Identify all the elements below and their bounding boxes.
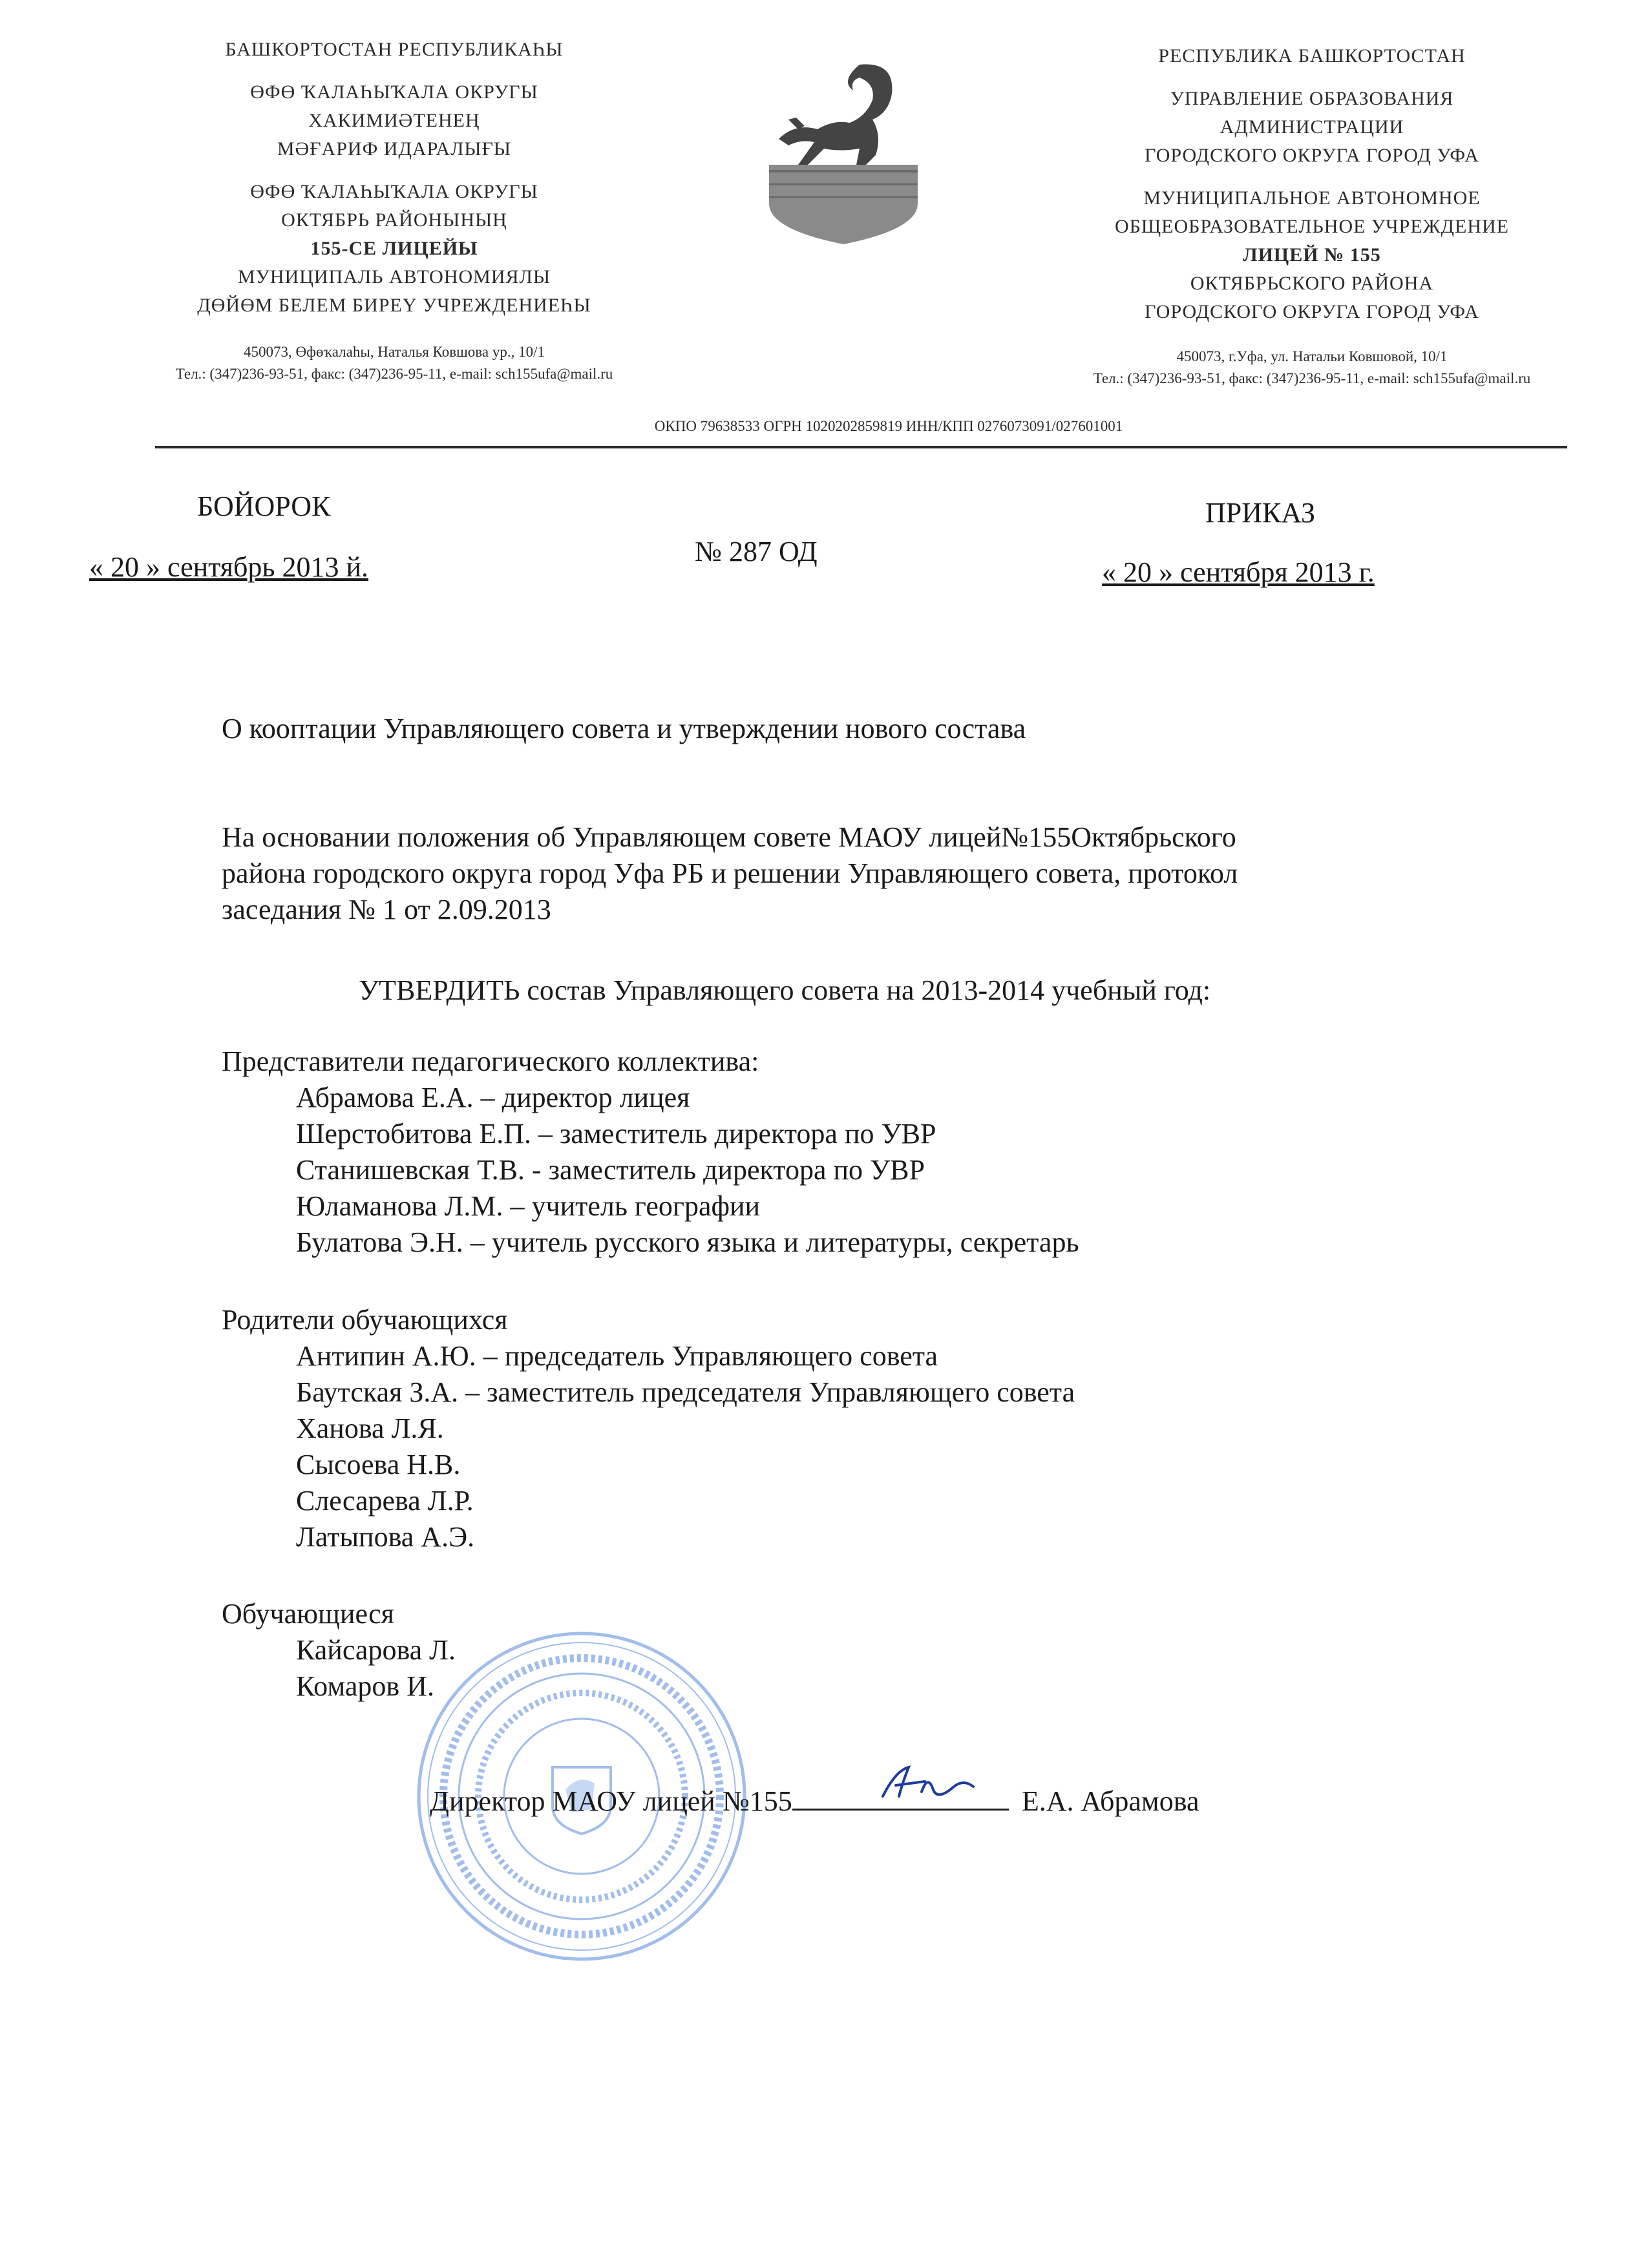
- member-item: Абрамова Е.А. – директор лицея: [296, 1082, 690, 1113]
- member-item: Станишевская Т.В. - заместитель директора по УВР: [296, 1154, 925, 1186]
- member-item: Латыпова А.Э.: [296, 1521, 475, 1553]
- member-item: Булатова Э.Н. – учитель русского языка и литературы, секретарь: [296, 1226, 1079, 1258]
- order-date-bashkir: « 20 » сентябрь 2013 й.: [89, 551, 369, 583]
- signature-line: [792, 1785, 1009, 1811]
- member-item: Комаров И.: [296, 1670, 434, 1702]
- header-left-line: ОКТЯБРЬ РАЙОНЫНЫҢ: [281, 209, 507, 231]
- header-right-line: ЛИЦЕЙ № 155: [1243, 244, 1381, 266]
- header-right-line: УПРАВЛЕНИЕ ОБРАЗОВАНИЯ: [1170, 88, 1454, 109]
- member-item: Ханова Л.Я.: [296, 1412, 444, 1444]
- order-basis: [222, 819, 1238, 928]
- header-left-line: МӘҒАРИФ ИДАРАЛЫҒЫ: [277, 138, 512, 160]
- header-left-line: БАШКОРТОСТАН РЕСПУБЛИКАҺЫ: [225, 39, 564, 60]
- header-right-line: ОКТЯБРЬСКОГО РАЙОНА: [1190, 273, 1434, 294]
- member-item: Шерстобитова Е.П. – заместитель директора по УВР: [296, 1118, 936, 1150]
- coat-of-arms-icon: [763, 58, 924, 246]
- header-divider: [155, 446, 1567, 448]
- header-left: [116, 36, 672, 320]
- coat-of-arms: [763, 58, 924, 246]
- group-teachers: [222, 1044, 1079, 1261]
- header-left-line: ӨФӨ ҠАЛАҺЫҠАЛА ОКРУГЫ: [250, 81, 538, 103]
- header-left-line: 155-СЕ ЛИЦЕЙЫ: [310, 238, 478, 259]
- member-item: Юламанова Л.М. – учитель географии: [296, 1190, 761, 1222]
- order-number: № 287 ОД: [695, 536, 818, 567]
- header-right-line: АДМИНИСТРАЦИИ: [1220, 116, 1404, 138]
- basis-line: заседания № 1 от 2.09.2013: [222, 894, 551, 925]
- group-parents: [222, 1302, 1075, 1555]
- order-date-russian: « 20 » сентября 2013 г.: [1102, 556, 1375, 588]
- group-heading: Обучающиеся: [222, 1598, 394, 1630]
- group-heading: Родители обучающихся: [222, 1304, 508, 1336]
- header-right-contacts: Тел.: (347)236-93-51, факс: (347)236-95-11, e-mail: sch155ufa@mail.ru: [1093, 370, 1531, 386]
- basis-line: района городского округа город Уфа РБ и решении Управляющего совета, протокол: [222, 857, 1238, 889]
- signature-position: Директор МАОУ лицей №155: [430, 1785, 792, 1817]
- header-left-contacts: Тел.: (347)236-93-51, факс: (347)236-95-11, e-mail: sch155ufa@mail.ru: [175, 366, 613, 382]
- group-heading: Представители педагогического коллектива:: [222, 1045, 759, 1077]
- member-item: Слесарева Л.Р.: [296, 1485, 474, 1517]
- order-title-russian: ПРИКАЗ: [1205, 497, 1316, 529]
- header-left-line: МУНИЦИПАЛЬ АВТОНОМИЯЛЫ: [237, 266, 551, 288]
- signature-name: Е.А. Абрамова: [1021, 1785, 1199, 1817]
- member-item: Кайсарова Л.: [296, 1634, 456, 1666]
- header-right: [1028, 42, 1596, 326]
- signature-block: [430, 1783, 1199, 1820]
- header-left-address: 450073, Өфөҡалаһы, Наталья Ковшова ур., 10/1: [244, 344, 545, 360]
- order-subject: О кооптации Управляющего совета и утверждении нового состава: [222, 713, 1026, 744]
- basis-line: На основании положения об Управляющем совете МАОУ лицей№155Октябрьского: [222, 821, 1236, 853]
- header-left-line: ӨФӨ ҠАЛАҺЫҠАЛА ОКРУГЫ: [250, 181, 538, 202]
- order-resolution: УТВЕРДИТЬ состав Управляющего совета на 2013-2014 учебный год:: [359, 974, 1211, 1006]
- header-right-line: РЕСПУБЛИКА БАШКОРТОСТАН: [1158, 45, 1466, 67]
- member-item: Антипин А.Ю. – председатель Управляющего совета: [296, 1340, 938, 1372]
- member-item: Сысоева Н.В.: [296, 1449, 461, 1480]
- member-item: Баутская З.А. – заместитель председателя Управляющего совета: [296, 1376, 1075, 1408]
- header-right-line: МУНИЦИПАЛЬНОЕ АВТОНОМНОЕ: [1143, 187, 1481, 209]
- header-right-address: 450073, г.Уфа, ул. Натальи Ковшовой, 10/1: [1176, 348, 1448, 364]
- header-right-line: ОБЩЕОБРАЗОВАТЕЛЬНОЕ УЧРЕЖДЕНИЕ: [1114, 216, 1510, 237]
- registry-line: ОКПО 79638533 ОГРН 1020202859819 ИНН/КПП 0276073091/027601001: [654, 418, 1123, 434]
- header-left-line: ДӨЙӨМ БЕЛЕМ БИРЕҮ УЧРЕЖДЕНИЕҺЫ: [197, 295, 591, 316]
- header-right-line: ГОРОДСКОГО ОКРУГА ГОРОД УФА: [1145, 145, 1479, 166]
- header-right-line: ГОРОДСКОГО ОКРУГА ГОРОД УФА: [1145, 301, 1479, 322]
- handwritten-signature-icon: [876, 1761, 993, 1806]
- order-title-bashkir: БОЙОРОК: [197, 490, 331, 522]
- header-left-line: ХАКИМИӘТЕНЕҢ: [308, 110, 480, 131]
